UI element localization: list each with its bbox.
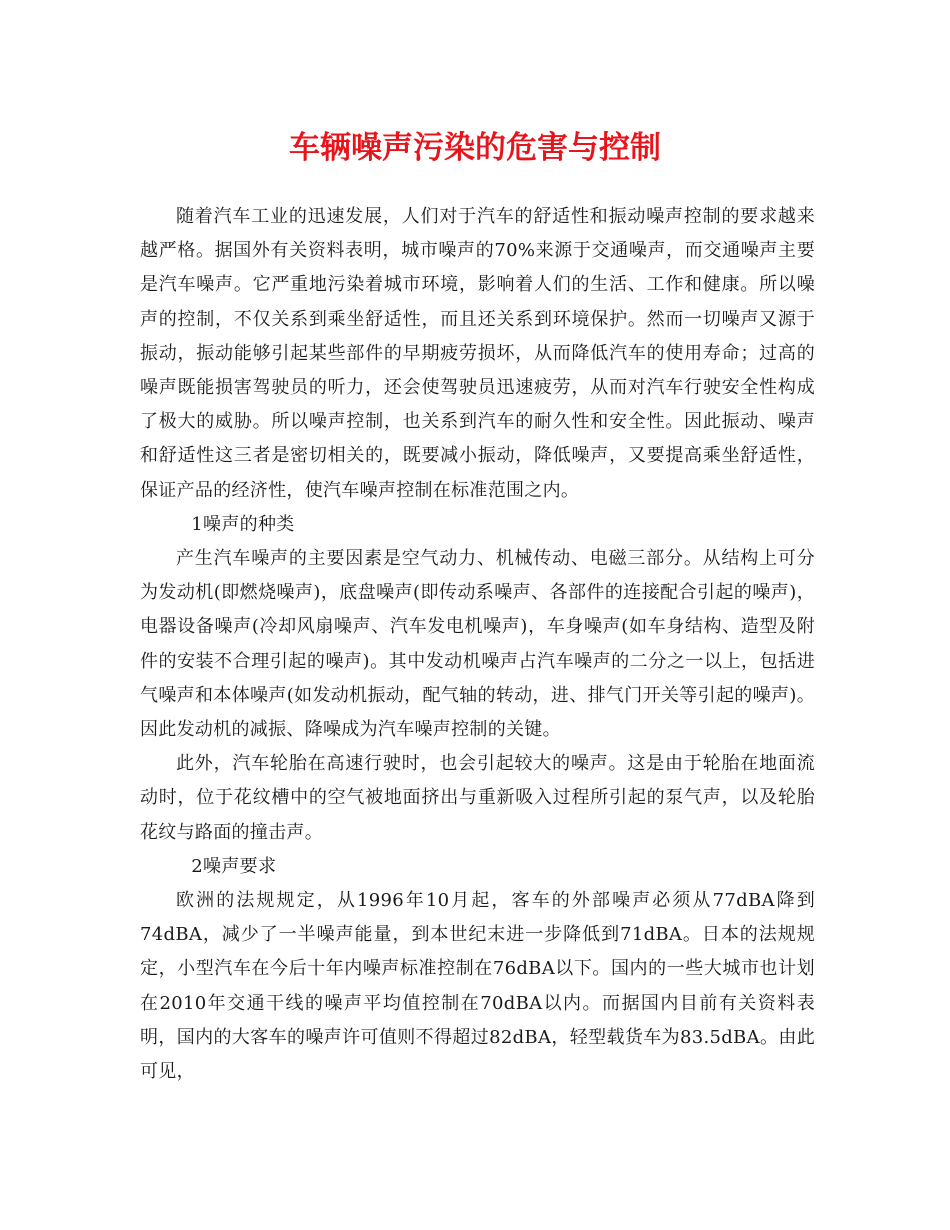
document-title: 车辆噪声污染的危害与控制 — [289, 130, 661, 166]
section-heading-noise-requirements: 2噪声要求 — [191, 855, 277, 877]
section-heading-noise-types: 1噪声的种类 — [191, 513, 295, 535]
paragraph-tire-noise: 此外，汽车轮胎在高速行驶时，也会引起较大的噪声。这是由于轮胎在地面流动时，位于花纹槽中的空气被地面挤出与重新吸入过程所引起的泵气声，以及轮胎花纹与路面的撞击声。 — [140, 753, 815, 843]
document-body — [140, 200, 815, 1089]
paragraph-regulations: 欧洲的法规规定，从1996年10月起，客车的外部噪声必须从77dBA降到74dBA，减少了一半噪声能量，到本世纪末进一步降低到71dBA。日本的法规规定，小型汽车在今后十年内噪声标准控制在76dBA以下。国内的一些大城市也计划在2010年交通干线的噪声平均值控制在70dBA以内。而据国内目前有关资料表明，国内的大客车的噪声许可值则不得超过82dBA，轻型载货车为83.5dBA。由此可见， — [140, 890, 815, 1083]
paragraph-intro: 随着汽车工业的迅速发展，人们对于汽车的舒适性和振动噪声控制的要求越来越严格。据国外有关资料表明，城市噪声的70%来源于交通噪声，而交通噪声主要是汽车噪声。它严重地污染着城市环境，影响着人们的生活、工作和健康。所以噪声的控制，不仅关系到乘坐舒适性，而且还关系到环境保护。然而一切噪声又源于振动，振动能够引起某些部件的早期疲劳损坏，从而降低汽车的使用寿命；过高的噪声既能损害驾驶员的听力，还会使驾驶员迅速疲劳，从而对汽车行驶安全性构成了极大的威胁。所以噪声控制，也关系到汽车的耐久性和安全性。因此振动、噪声和舒适性这三者是密切相关的，既要减小振动，降低噪声，又要提高乘坐舒适性，保证产品的经济性，使汽车噪声控制在标准范围之内。 — [140, 206, 815, 501]
paragraph-noise-sources: 产生汽车噪声的主要因素是空气动力、机械传动、电磁三部分。从结构上可分为发动机(即燃烧噪声)，底盘噪声(即传动系噪声、各部件的连接配合引起的噪声)，电器设备噪声(冷却风扇噪声、汽车发电机噪声)，车身噪声(如车身结构、造型及附件的安装不合理引起的噪声)。其中发动机噪声占汽车噪声的二分之一以上，包括进气噪声和本体噪声(如发动机振动，配气轴的转动，进、排气门开关等引起的噪声)。因此发动机的减振、降噪成为汽车噪声控制的关键。 — [140, 548, 815, 741]
